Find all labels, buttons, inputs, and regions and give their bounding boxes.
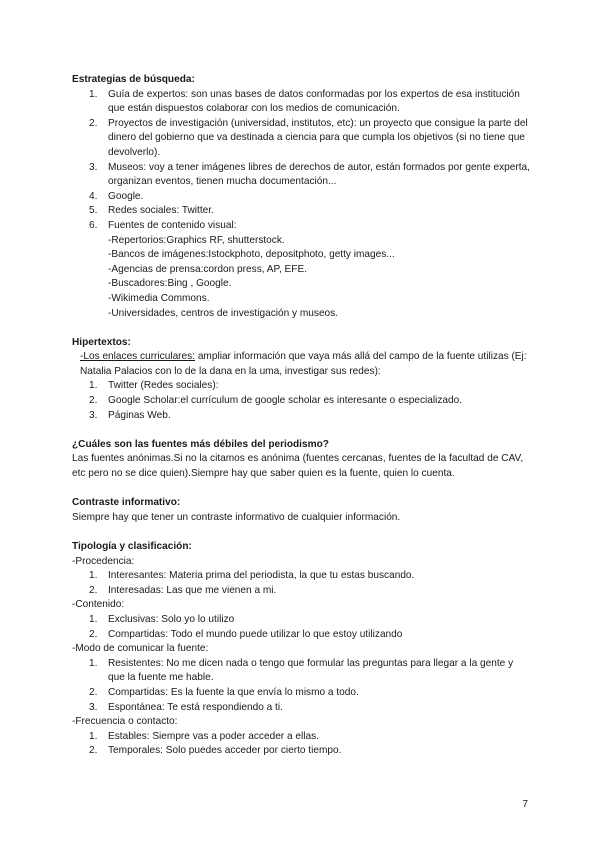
- list-item: 2. Proyectos de investigación (universidad, institutos, etc): un proyecto que consigue la parte del dinero del gobierno que va destinada a ciencia para que cumpla los objetivos (si no tiene que devolverlo).: [89, 117, 528, 158]
- section-title-estrategias: Estrategias de búsqueda:: [72, 74, 195, 85]
- section-title-contraste: Contraste informativo:: [72, 497, 181, 509]
- section-title-tipologia: Tipología y clasificación:: [72, 541, 192, 552]
- visual-source-item: -Agencias de prensa:cordon press, AP, EFE.: [108, 263, 307, 275]
- section-title-hipertextos: Hipertextos:: [72, 336, 131, 348]
- list-item: 1. Twitter (Redes sociales):: [89, 380, 219, 392]
- hipertextos-intro: -Los enlaces curriculares: ampliar información que vaya más allá del campo de la fuente utilizas (Ej: Natalia Palacios con lo de la dana en la uma, investigar sus redes):: [80, 351, 527, 377]
- visual-source-item: -Wikimedia Commons.: [108, 292, 210, 304]
- group-label-modo: -Modo de comunicar la fuente:: [72, 643, 209, 655]
- list-item: 3. Museos: voy a tener imágenes libres de derechos de autor, están formados por gente experta, organizan eventos, tienen mucha documentación...: [89, 161, 530, 188]
- list-item: 1. Guía de expertos: son unas bases de datos conformadas por los expertos de esa institución que están dispuestos colaborar con los medios de comunicación.: [89, 88, 520, 115]
- list-item: 2. Interesadas: Las que me vienen a mi.: [89, 584, 277, 596]
- section-title-debiles: ¿Cuáles son las fuentes más débiles del periodismo?: [72, 438, 329, 450]
- document-page: [72, 73, 532, 759]
- list-item: 1. Resistentes: No me dicen nada o tengo que formular las preguntas para llegar a la gente y que la fuente me hable.: [89, 657, 514, 684]
- list-item: 2. Compartidas: Es la fuente la que envía lo mismo a todo.: [89, 686, 359, 698]
- hipertextos-list: [72, 379, 532, 423]
- list-item: 1. Exclusivas: Solo yo lo utilizo: [89, 613, 235, 625]
- contenido-list: [72, 613, 532, 642]
- list-item: 2. Compartidas: Todo el mundo puede utilizar lo que estoy utilizando: [89, 628, 403, 640]
- list-item: 1. Interesantes: Materia prima del periodista, la que tu estas buscando.: [89, 570, 415, 582]
- modo-list: [72, 657, 532, 715]
- frecuencia-list: [72, 730, 532, 759]
- list-item: 2. Temporales: Solo puedes acceder por cierto tiempo.: [89, 745, 342, 757]
- visual-source-item: -Bancos de imágenes:Istockphoto, depositphoto, getty images...: [108, 249, 395, 261]
- visual-source-item: -Buscadores:Bing , Google.: [108, 278, 232, 290]
- list-item: 1. Estables: Siempre vas a poder acceder a ellas.: [89, 730, 319, 742]
- list-item: 6. Fuentes de contenido visual:: [89, 219, 237, 231]
- list-item: 5. Redes sociales: Twitter.: [89, 205, 214, 217]
- procedencia-list: [72, 569, 532, 598]
- list-item: 2. Google Scholar:el currículum de google scholar es interesante o especializado.: [89, 395, 463, 407]
- list-item: 3. Espontánea: Te está respondiendo a ti.: [89, 701, 283, 713]
- group-label-frecuencia: -Frecuencia o contacto:: [72, 716, 178, 728]
- list-item: 3. Páginas Web.: [89, 409, 171, 421]
- debiles-body: Las fuentes anónimas.Si no la citamos es anónima (fuentes cercanas, fuentes de la facultad de CAV, etc pero no se dice quien).Siempre hay que saber quien es la fuente, quien lo cuenta.: [72, 453, 524, 480]
- group-label-contenido: -Contenido:: [72, 599, 125, 611]
- group-label-procedencia: -Procedencia:: [72, 555, 135, 567]
- visual-source-item: -Universidades, centros de investigación y museos.: [108, 307, 339, 319]
- list-item: 4. Google.: [89, 190, 144, 202]
- contraste-body: Siempre hay que tener un contraste informativo de cualquier información.: [72, 511, 401, 523]
- estrategias-list: [72, 88, 532, 234]
- page-number: 7: [522, 799, 528, 810]
- enlaces-curriculares-label: -Los enlaces curriculares:: [80, 351, 196, 363]
- visual-source-item: -Repertorios:Graphics RF, shutterstock.: [108, 234, 285, 246]
